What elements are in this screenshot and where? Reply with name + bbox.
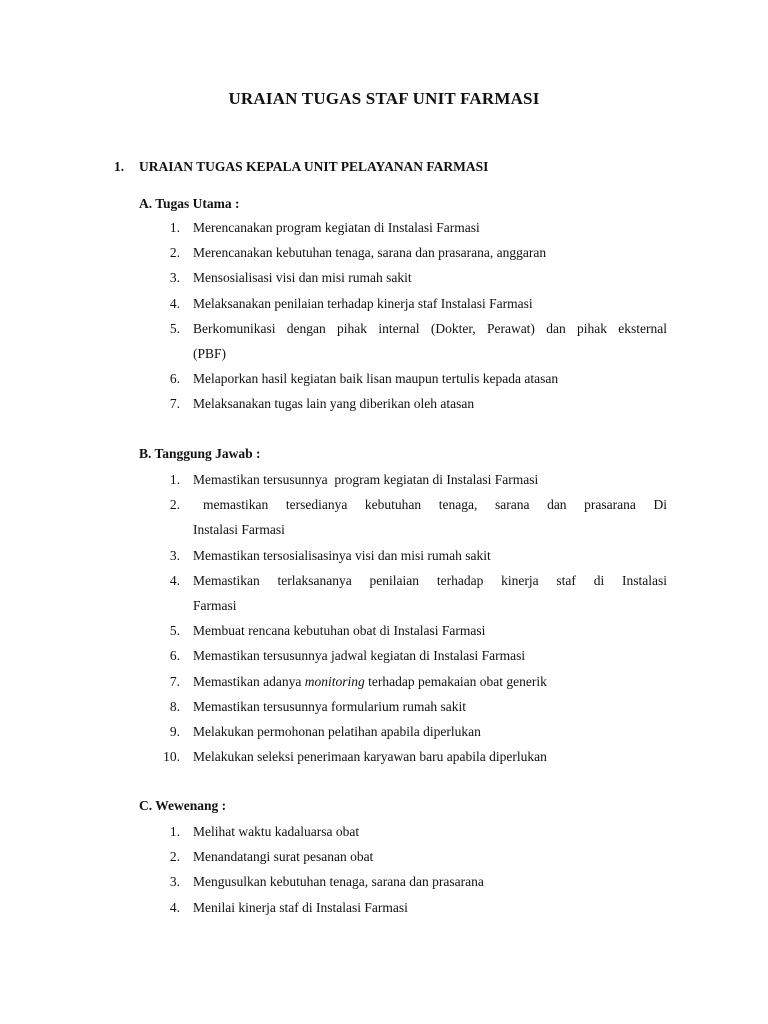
item-text: Memastikan tersusunnya jadwal kegiatan di Instalasi Farmasi	[193, 648, 526, 664]
list-item	[139, 291, 667, 316]
list-item	[139, 694, 667, 719]
list-item	[139, 492, 667, 542]
list-item	[139, 744, 667, 769]
list-item	[139, 568, 667, 618]
item-number: 4.	[169, 899, 180, 915]
item-number: 1.	[169, 824, 180, 839]
list-tanggung-jawab	[139, 467, 667, 769]
section-title: URAIAN TUGAS KEPALA UNIT PELAYANAN FARMASI	[139, 159, 489, 174]
item-number: 6.	[169, 648, 180, 664]
item-text: Menilai kinerja staf di Instalasi Farmasi	[193, 899, 408, 915]
list-item	[139, 391, 667, 416]
item-text: Melihat waktu kadaluarsa obat	[193, 824, 360, 839]
item-text-line: (PBF)	[193, 346, 227, 362]
list-item	[139, 265, 667, 290]
list-item	[139, 543, 667, 568]
item-text-line: Berkomunikasi dengan pihak internal (Dokter, Perawat) dan pihak eksternal	[193, 320, 667, 336]
item-number: 4.	[169, 572, 180, 588]
item-number: 5.	[169, 320, 180, 336]
item-text	[193, 669, 667, 694]
list-item	[139, 316, 667, 366]
list-item	[139, 669, 667, 694]
subheading-wewenang: C. Wewenang :	[139, 798, 227, 813]
item-text: Merencanakan program kegiatan di Instalasi Farmasi	[193, 220, 480, 235]
item-number: 3.	[169, 270, 180, 286]
item-number: 2.	[169, 497, 180, 513]
subheading-tugas-utama: A. Tugas Utama :	[139, 196, 240, 211]
item-text: Mengusulkan kebutuhan tenaga, sarana dan prasarana	[193, 874, 484, 890]
item-text: Merencanakan kebutuhan tenaga, sarana dan prasarana, anggaran	[193, 245, 547, 261]
list-item	[139, 618, 667, 643]
item-number: 10.	[163, 749, 180, 765]
section-heading	[114, 159, 488, 175]
list-item	[139, 895, 667, 920]
item-text: Melakukan seleksi penerimaan karyawan baru apabila diperlukan	[193, 749, 547, 765]
item-text: Membuat rencana kebutuhan obat di Instalasi Farmasi	[193, 623, 486, 639]
item-number: 1.	[169, 472, 180, 487]
list-item	[139, 366, 667, 391]
item-number: 1.	[169, 220, 180, 235]
subheading-tanggung-jawab: B. Tanggung Jawab :	[139, 446, 261, 461]
list-item	[139, 869, 667, 894]
item-text-line: Memastikan terlaksananya penilaian terhadap kinerja staf di Instalasi	[193, 572, 667, 588]
item-text: Melaporkan hasil kegiatan baik lisan maupun tertulis kepada atasan	[193, 371, 559, 387]
item-text: Melaksanakan penilaian terhadap kinerja staf Instalasi Farmasi	[193, 295, 533, 311]
item-text-line: memastikan tersedianya kebutuhan tenaga, sarana dan prasarana Di	[203, 497, 667, 513]
item-text: Menandatangi surat pesanan obat	[193, 849, 374, 865]
list-wewenang	[139, 819, 667, 920]
item-text: Melaksanakan tugas lain yang diberikan oleh atasan	[193, 396, 475, 412]
item-text: Memastikan tersosialisasinya visi dan misi rumah sakit	[193, 547, 491, 563]
item-text: Memastikan tersusunnya program kegiatan di Instalasi Farmasi	[193, 472, 539, 487]
list-item	[139, 467, 667, 492]
item-number: 4.	[169, 295, 180, 311]
item-text-pre: Memastikan adanya	[193, 673, 305, 689]
item-text: Mensosialisasi visi dan misi rumah sakit	[193, 270, 412, 286]
item-number: 6.	[169, 371, 180, 387]
item-number: 5.	[169, 623, 180, 639]
item-text-italic: monitoring	[304, 673, 365, 689]
list-item	[139, 240, 667, 265]
item-number: 7.	[169, 396, 180, 412]
item-number: 7.	[169, 673, 180, 689]
item-number: 3.	[169, 874, 180, 890]
item-number: 9.	[169, 724, 180, 740]
document-title: URAIAN TUGAS STAF UNIT FARMASI	[228, 89, 540, 108]
item-text-post: terhadap pemakaian obat generik	[364, 673, 547, 689]
list-tugas-utama	[139, 215, 667, 417]
item-text: Melakukan permohonan pelatihan apabila diperlukan	[193, 724, 481, 740]
list-item	[139, 844, 667, 869]
list-item	[139, 643, 667, 668]
item-text-line: Farmasi	[193, 598, 237, 614]
item-number: 2.	[169, 849, 180, 865]
item-text: Memastikan tersusunnya formularium rumah sakit	[193, 698, 466, 714]
item-number: 8.	[169, 698, 180, 714]
list-item	[139, 719, 667, 744]
item-number: 3.	[169, 547, 180, 563]
item-number: 2.	[169, 245, 180, 261]
list-item	[139, 819, 667, 844]
list-item	[139, 215, 667, 240]
item-text-line: Instalasi Farmasi	[193, 522, 285, 538]
section-number: 1.	[114, 159, 125, 174]
